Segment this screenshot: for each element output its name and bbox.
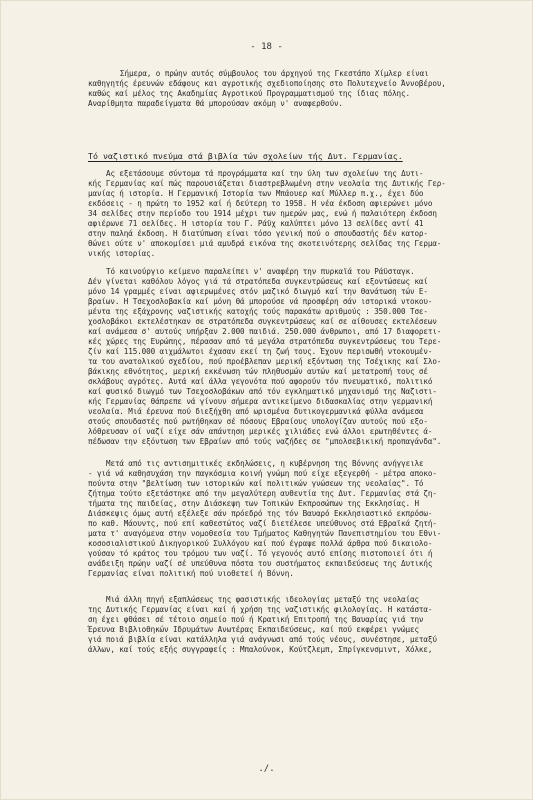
paragraph-line: αφιέρωνε 71 σελίδες. Η ιστορία του Γ. Ράϋχ καλύπτει μόνο 13 σελίδες αντί 41: [88, 219, 424, 228]
paragraph-line: γούσαν τό κράτος του τρόμου των ναζί. Τό γεγονός αυτό επίσης πιστοποιεί ότι ή: [88, 549, 433, 558]
paragraph-line: στούς σπουδαστές πού ρωτήθηκαν σέ πόσους Εβραίους υπολογίζαν αυτούς πού εξο-: [88, 417, 428, 426]
paragraph-line: μόνο 14 γραμμές είναι αφιερωμένες στόν μαζικό διωγμό καί την θανάτωση τών Ε-: [88, 287, 428, 296]
paragraph-line: κοσοσιαλιστικού Δικηγορικού Συλλόγου καί πού έγραψε πολλά άρθρα πού δικαιολο-: [88, 539, 433, 548]
paragraph-line: νικής ιστορίας.: [88, 249, 156, 258]
paragraph-line: ζίν καί 115.000 αιχμάλωτοι έχασαν εκεί τη ζωή τους. Έχουν περισωθή ντοκουμέν-: [88, 347, 433, 356]
paragraph-line: πούντα στην "βελτίωση των ιστορικών καί πολιτικών γνώσεων της νεολαίας". Τό: [88, 479, 424, 488]
paragraph-line: πο καθ. Μάουντς, πού επί καθεστώτος ναζί διετέλεσε υπεύθυνος στά Εβραϊκά ζητή-: [88, 519, 437, 528]
paragraph-line: τήματα της παιδείας, στην Διάσκεψη των Τοπικών Εκπροσώπων της Εκκλησίας. Η: [88, 499, 419, 508]
page-number: - 18 -: [250, 42, 283, 52]
paragraph-line: Διάσκεψις όμως αυτή εξέλεξε σάν πρόεδρό της τόν Βαυαρό Εκκλησιαστικό εκπρόσω-: [88, 509, 433, 518]
paragraph-line: - γιά νά καθησυχάση την παγκόσμια κοινή γνώμη πού είχε εξεγερθή - μέτρα αποκο-: [88, 469, 437, 478]
paragraph-line: χοσλοβάκοι εκτελέστηκαν σε στρατόπεδα συγκεντρώσεως καί σε αίθουσες εκτελέσεων: [88, 317, 437, 326]
paragraph-line: μέντα της εξάχρονης ναζιστικής κατοχής τούς παρακάτω αριθμούς : 350.000 Τσε-: [88, 307, 428, 316]
paragraph-line: Μετά από τις αντισημιτικές εκδηλώσεις, η κυβέρνηση της Βόννης ανήγγειλε: [106, 459, 424, 468]
paragraph-line: σκλάβους αγρότες. Αυτά καί άλλα γεγονότα πού αφορούν τόν πνευματικό, πολιτικό: [88, 377, 433, 386]
paragraph-line: 34 σελίδες στην περίοδο του 1914 μέχρι των ημερών μας, ενώ ή παλαιότερη έκδοση: [88, 209, 437, 218]
end-mark: ./.: [258, 764, 275, 774]
paragraph-line: Έρευνα Βιβλιοθηκών Ιδρυμάτων Ανωτέρας Εκπαιδεύσεως, καί πού εκφέρει γνώμες: [88, 625, 419, 634]
paragraph-line: της Δυτικής Γερμανίας είναι καί ή χρήση της ναζιστικής φιλολογίας. Η κατάστα-: [88, 605, 433, 614]
section-heading: Τό ναζιστικό πνεύμα στά βιβλία τών σχολείων τής Δυτ. Γερμανίας.: [88, 151, 403, 161]
paragraph-line: άλλων, καί τούς εξής συγγραφείς : Μπαλούνοκ, Κούτζλεμπ, Σπρίγκενσμιντ, Χόλκε,: [88, 645, 433, 654]
paragraph-line: βραίων. Η Τσεχοσλοβακία καί μόνη θά μπορούσε νά προσφέρη σάν ιστορικά ντοκου-: [88, 297, 433, 306]
paragraph-line: Γερμανίας είναι πολιτική πού υιοθετεί ή Βόννη.: [88, 569, 294, 578]
paragraph-line: Τό καινούργιο κείμενο παραλείπει ν' αναφέρη την πυρκαϊά του Ράϋσταγκ.: [106, 267, 415, 276]
paragraph-line: Δέν γίνεται καθόλου λόγος γιά τά στρατόπεδα συγκεντρώσεως καί εξοντώσεως καί: [88, 277, 428, 286]
intro-line: καθώς καί μέλος της Ακαδημίας Αγροτικού Προγραμματισμού της ίδιας πόλης.: [88, 89, 410, 98]
paragraph-line: ματα τ' αναγόμενα στην νομοθεσία του Τμήματος Καθηγητών Πανεπιστημίου του Εθνι-: [88, 529, 442, 538]
paragraph-line: κής Γερμανίας καί πώς παρουσιάζεται διαστρεβλωμένη στην νεολαία της Δυτικής Γερ-: [88, 179, 446, 188]
paragraph-line: μανίας ή ιστορία. Η Γερμανική Ιστορία των Μπάουερ καί Μύλλερ π.χ., έχει δύο: [88, 189, 424, 198]
paragraph-line: τα του ανατολικού σχεδίου, πού προέβλεπαν μερική εξόντωση της Τσέχικης καί Σλο-: [88, 357, 442, 366]
paragraph-line: ανάδειξη πρώην ναζί σέ υπεύθυνα πόστα του συστήματος εκπαιδεύσεως της Δυτικής: [88, 559, 433, 568]
paragraph-line: βάκικης εθνότητος, μερική εκκένωση τών πληθυσμών αυτών καί μετατροπή τους σέ: [88, 367, 428, 376]
paragraph-line: πέδωσαν την εξόντωση των Εβραίων από τούς ναζήδες σε "μπολσεβικική προπαγάνδα".: [88, 437, 442, 446]
intro-line: Αναρίθμητα παραδείγματα θά μπορούσαν ακόμη ν' αναφερθούν.: [88, 99, 343, 108]
paragraph-line: εκδόσεις - η πρώτη το 1952 καί ή δεύτερη το 1958. Η νέα έκδοση αφιερώνει μόνο: [88, 199, 433, 208]
paragraph-line: κής Γερμανίας θάπρεπε νά γίνουν σήμερα αντικείμενο διδασκαλίας στην γερμανική: [88, 397, 433, 406]
paragraph-line: θώνει ούτε ν' αποκομίσει μιά αμυδρά εικόνα της σκοτεινότερης σελίδας της Γερμα-: [88, 239, 442, 248]
paragraph-line: Ας εξετάσουμε σύντομα τά προγράμματα καί την ύλη των σχολείων της Δυτι-: [106, 169, 424, 178]
intro-line: Σήμερα, ο πρώην αυτός σύμβουλος του άρχηγού της Γκεστάπο Χίμλερ είναι: [120, 69, 429, 78]
intro-line: καθηγητής έρευνών εδάφους και αγροτικής σχεδιοποίησης στο Πολυτεχνείο Άννοβέρου,: [88, 79, 446, 88]
paragraph-line: γιά ποιά βιβλία είναι κατάλληλα γιά ανάγνωσι από τούς νέους, συνέστησε, μεταξύ: [88, 635, 437, 644]
paragraph-line: καί ανάμεσα σ' αυτούς υπήρξαν 2.000 παιδιά. 250.000 άνθρωποι, από 17 διαφορετι-: [88, 327, 442, 336]
paragraph-line: ζήτημα τούτο εξετάστηκε από την μεγαλύτερη αυθεντία της Δυτ. Γερμανίας στά ζη-: [88, 489, 437, 498]
paragraph-line: καί φυσικό διωγμό των Τσεχοσλοβάκων από τόν εγκληματικό μηχανισμό της Ναζιστι-: [88, 387, 437, 396]
paragraph-line: ση έχει φθάσει σέ τέτοιο σημείο πού ή Κρατική Επιτροπή της Βαυαρίας γιά την: [88, 615, 424, 624]
paragraph-line: στην παληά έκδοση. Η διατύπωση είναι τόσο γενική πού ο σπουδαστής δέν κατορ-: [88, 229, 428, 238]
paragraph-line: κές χώρες της Ευρώπης, πέρασαν από τά μεγάλα στρατόπεδα συγκεντρώσεως του Τερε-: [88, 337, 442, 346]
paragraph-line: νεολαία. Μιά έρευνα πού διεξήχθη από ωρισμένα δυτικογερμανικά φύλλα ανάμεσα: [88, 407, 424, 416]
paragraph-line: Μιά άλλη πηγή εξαπλώσεως της φασιστικής ιδεολογίας μεταξύ της νεολαίας: [106, 595, 420, 604]
paragraph-line: λόθρευσαν οί ναζί είχε σάν απάντηση μερικές χιλιάδες ενώ άλλοι ερωτηθέντες ά-: [88, 427, 433, 436]
